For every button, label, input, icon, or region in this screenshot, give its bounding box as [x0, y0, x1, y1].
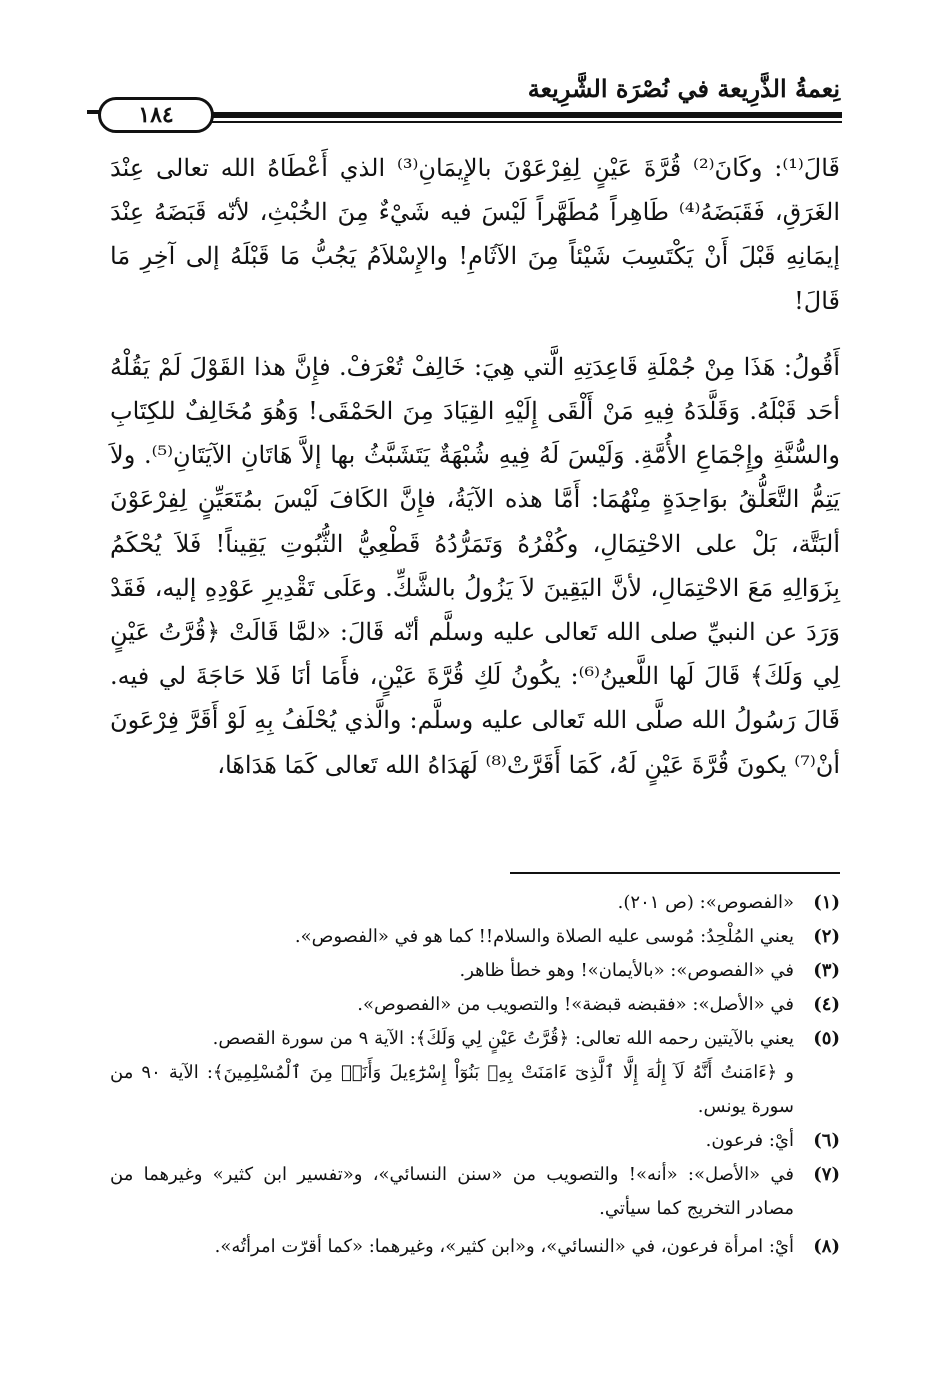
- main-text: [110, 146, 840, 809]
- footnotes: [110, 886, 840, 1264]
- footnote-text: أيْ: فرعون.: [705, 1130, 794, 1151]
- paragraph: قَالَ⁽¹⁾: وكَانَ⁽²⁾ قُرَّةَ عَيْنٍ لِفِرْعَوْنَ بالإِيمَانِ⁽³⁾ الذي أَعْطَاهُ الله تعالى عِنْدَ الغَرَقِ، فَقَبَضَهُ⁽⁴⁾ طَاهِراً مُطَهَّراً لَيْسَ فيه شَيْءٌ مِنَ الخُبْثِ، لأنّه قَبَضَهُ عِنْدَ إيمَانِهِ قَبْلَ أَنْ يَكْتَسِبَ شَيْئاً مِنَ الآثَامِ! والإِسْلاَمُ يَجُبُّ مَا قَبْلَهُ إلى آخِرِ مَا قَالَ!: [110, 154, 840, 315]
- footnote-number: (٨): [813, 1236, 840, 1257]
- running-header-title: نِعمةُ الذَّرِيعة في نُصْرَة الشَّرِيعة: [527, 74, 840, 103]
- footnote-text: أيْ: امرأة فرعون، في «النسائي»، و«ابن كثير»، وغيرهما: «كما أقرّت امرأتُه».: [214, 1236, 794, 1257]
- footnote-text: في «الأصل»: «فقبضه قبضة»! والتصويب من «الفصوص».: [357, 994, 794, 1015]
- paragraph: أَقُولُ: هَذَا مِنْ جُمْلَةِ قَاعِدَتِهِ الَّتي هِيَ: خَالِفْ تُعْرَفْ. فإِنَّ هذا القَوْلَ لَمْ يَقُلْهُ أحَد قَبْلَهُ. وَقَلَّدَهُ فِيهِ مَنْ أَلْقَى إِلَيْهِ القِيَادَ مِنَ الحَمْقَى! وَهُوَ مُخَالِفٌ للكِتَابِ والسُّنَّةِ وإِجْمَاعِ الأُمَّةِ. وَلَيْسَ لَهُ فِيهِ شُبْهَةٌ يَتَشَبَّثُ بها إلاَّ هَاتَانِ الآيَتَانِ⁽⁵⁾. ولاَ يَتِمُّ التَّعَلُّقُ بوَاحِدَةٍ مِنْهُمَا: أَمَّا هذه الآيَةُ، فإِنَّ الكَافَ لَيْسَ بمُتَعَيِّنٍ لِفِرْعَوْنَ ألبَتَّة، بَلْ على الاحْتِمَالِ، وكُفْرُهُ وَتَمَرُّدُهُ قَطْعِيُّ الثُّبُوتِ يَقِيناً! فَلاَ يُحْكَمُ بِزَوَالِهِ مَعَ الاحْتِمَالِ، لأنَّ اليَقِينَ لاَ يَزُولُ بالشَّكِّ. وعَلَى تَقْدِيرِ عَوْدِهِ إليه، فَقَدْ وَرَدَ عن النبيِّ صلى الله تَعالى عليه وسلَّم أنّه قَالَ: «لمَّا قَالَتْ ﴿قُرَّتُ عَيْنٍ لِي وَلَكَ﴾ قَالَ لَها اللَّعينُ⁽⁶⁾: يكُونُ لَكِ قُرَّةَ عَيْنٍ، فأَمَا أنَا فَلا حَاجَةَ لي فيه. قَالَ رَسُولُ الله صلَّى الله تَعالى عليه وسلَّم: والَّذي يُحْلَفُ بِهِ لَوْ أَقَرَّ فِرْعَونَ أنْ⁽⁷⁾ يكونَ قُرَّةَ عَيْنٍ لَهُ، كَمَا أَقَرَّتْ⁽⁸⁾ لَهَدَاهُ الله تَعالى كَمَا هَدَاهَا،: [110, 352, 840, 779]
- footnote-number: (٤): [813, 994, 840, 1015]
- footnote-divider: [510, 872, 840, 874]
- footnote: [110, 954, 840, 988]
- footnote-number: (٦): [813, 1130, 840, 1151]
- footnote-continuation: و ﴿ءَامَنتُ أَنَّهُ لَآ إِلَٰهَ إِلَّا ٱلَّذِىٓ ءَامَنَتْ بِهِۦ بَنُوٓاْ إِسْرَٰٓءِيلَ وَأَنَا۠ مِنَ ٱلْمُسْلِمِينَ﴾: الآية ٩٠ من سورة يونس.: [110, 1062, 794, 1117]
- footnote: [110, 1022, 840, 1056]
- footnote-text: في «الأصل»: «أنه»! والتصويب من «سنن النسائي»، و«تفسير ابن كثير» وغيرهما من مصادر التخريج كما سيأتي.: [110, 1164, 794, 1219]
- footnote: [110, 886, 840, 920]
- footnote-text: يعني المُلْحِدُ: مُوسى عليه الصلاة والسلام!! كما هو في «الفصوص».: [294, 926, 794, 947]
- footnote: [110, 1124, 840, 1158]
- footnote: [110, 1158, 840, 1226]
- page-number: ١٨٤: [98, 97, 214, 133]
- header-rule-thin: [112, 121, 842, 123]
- footnote-text: يعني بالآيتين رحمه الله تعالى: ﴿قُرَّتُ عَيْنٍ لِي وَلَكَ﴾: الآية ٩ من سورة القصص.: [212, 1028, 794, 1049]
- footnote-number: (١): [813, 892, 840, 913]
- footnote: [110, 1230, 840, 1264]
- footnote-number: (٢): [813, 926, 840, 947]
- header-rule: [112, 112, 842, 118]
- footnote-number: (٥): [813, 1028, 840, 1049]
- footnote-text: في «الفصوص»: «بالأيمان»! وهو خطأ ظاهر.: [459, 960, 794, 981]
- footnote: [110, 988, 840, 1022]
- footnote-number: (٣): [813, 960, 840, 981]
- footnote-number: (٧): [813, 1164, 840, 1185]
- footnote-text: «الفصوص»: (ص ٢٠١).: [617, 892, 794, 913]
- footnote: [110, 920, 840, 954]
